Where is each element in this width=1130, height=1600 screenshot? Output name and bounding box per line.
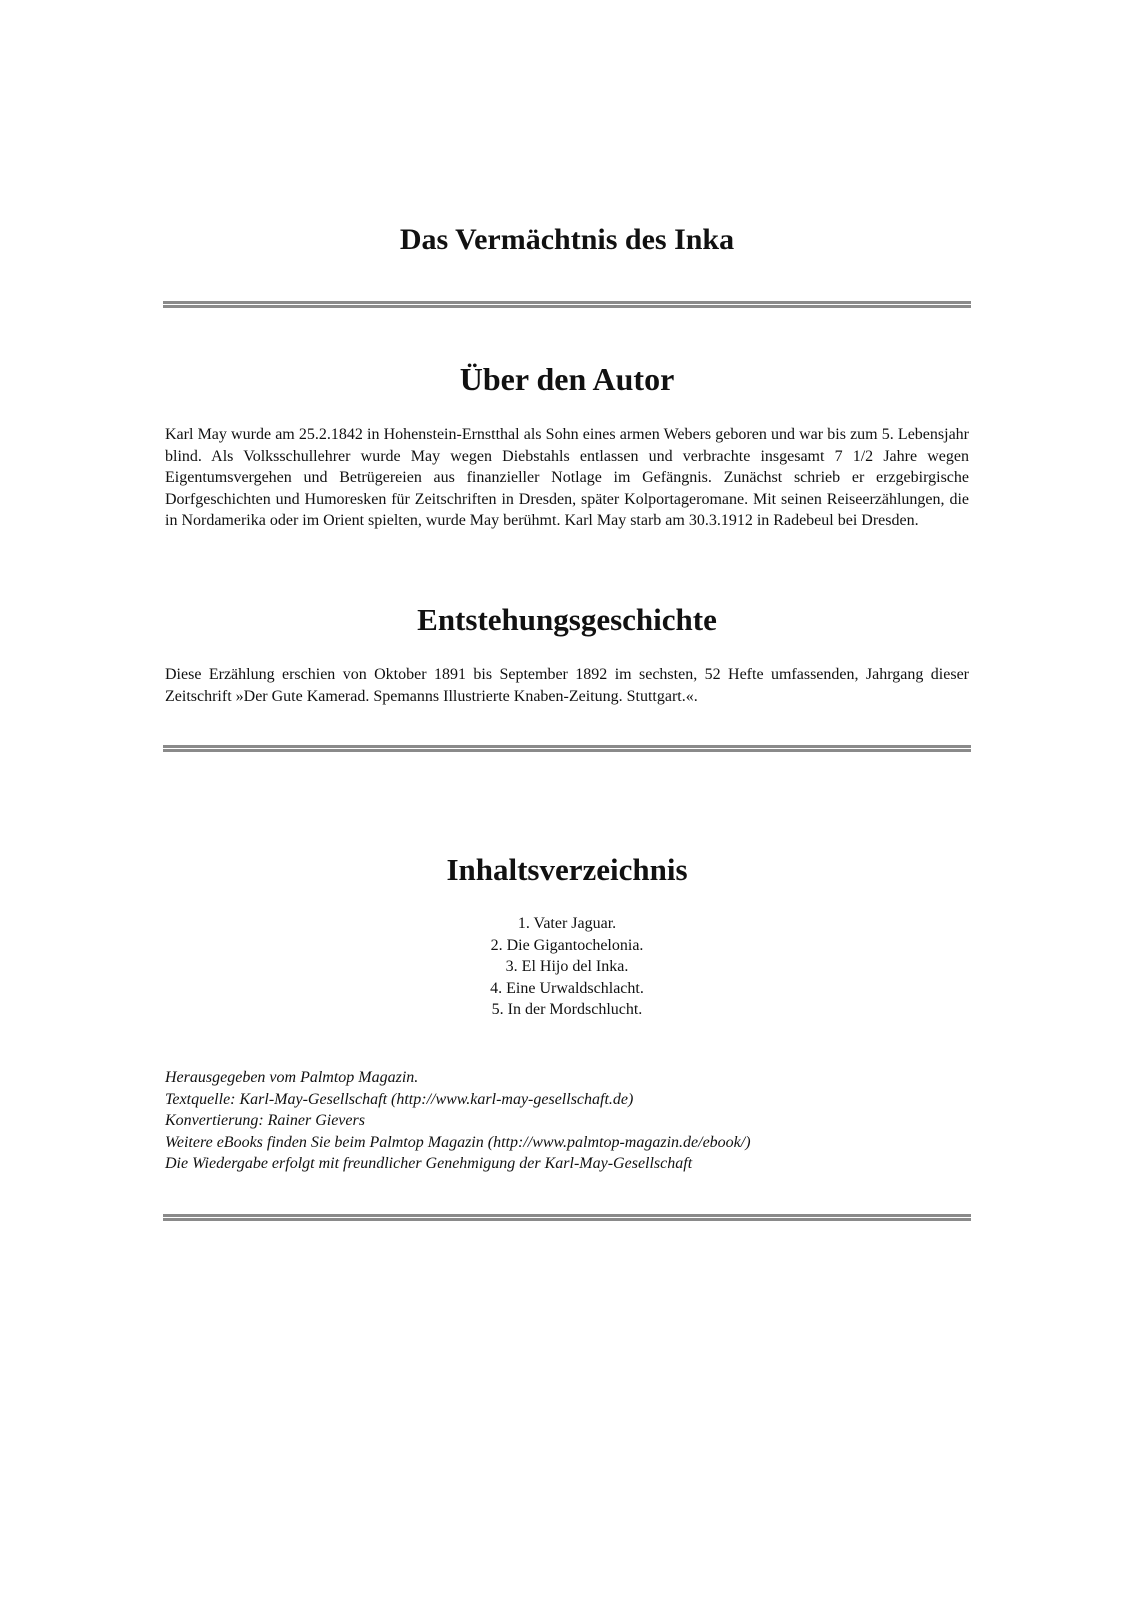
credits-block — [165, 1067, 969, 1175]
table-of-contents — [165, 913, 969, 1021]
toc-item[interactable]: 3. El Hijo del Inka. — [505, 958, 629, 975]
credit-line: Die Wiedergabe erfolgt mit freundlicher Genehmigung der Karl-May-Gesellschaft — [165, 1155, 693, 1172]
toc-item[interactable]: 5. In der Mordschlucht. — [491, 1001, 643, 1018]
credit-line: Konvertierung: Rainer Gievers — [165, 1112, 365, 1129]
toc-item[interactable]: 1. Vater Jaguar. — [517, 915, 617, 932]
section-text-entstehung: Diese Erzählung erschien von Oktober 1891 bis September 1892 im sechsten, 52 Hefte umfassenden, Jahrgang dieser Zeitschrift »Der Gute Kamerad. Spemanns Illustrierte Knaben-Zeitung. Stuttgart.«. — [165, 666, 969, 705]
credit-line: Textquelle: Karl-May-Gesellschaft (http://www.karl-may-gesellschaft.de) — [165, 1090, 634, 1108]
credit-line: Herausgegeben vom Palmtop Magazin. — [165, 1069, 419, 1086]
document-title: Das Vermächtnis des Inka — [399, 223, 735, 256]
toc-item[interactable]: 4. Eine Urwaldschlacht. — [490, 979, 644, 997]
section-heading-entstehung: Entstehungsgeschichte — [417, 602, 717, 637]
double-rule-divider — [163, 1214, 971, 1221]
section-heading-autor: Über den Autor — [459, 361, 675, 397]
credit-line: Weitere eBooks finden Sie beim Palmtop Magazin (http://www.palmtop-magazin.de/ebook/) — [165, 1133, 751, 1151]
section-heading-inhalt: Inhaltsverzeichnis — [446, 852, 688, 887]
toc-item[interactable]: 2. Die Gigantochelonia. — [490, 936, 644, 954]
section-text-autor: Karl May wurde am 25.2.1842 in Hohenstein-Ernstthal als Sohn eines armen Webers geboren und war bis zum 5. Lebensjahr blind. Als Volksschullehrer wurde May wegen Diebstahls entlassen und verbrachte insgesamt 7 1/2 Jahre wegen Eigentumsvergehen und Betrügereien aus finanzieller Notlage im Gefängnis. Zunächst schrieb er erzgebirgische Dorfgeschichten und Humoresken für Zeitschriften in Dresden, später Kolportageromane. Mit seinen Reiseerzählungen, die in Nordamerika oder im Orient spielten, wurde May berühmt. Karl May starb am 30.3.1912 in Radebeul bei Dresden. — [165, 426, 969, 529]
double-rule-divider — [163, 745, 971, 752]
double-rule-divider — [163, 301, 971, 308]
